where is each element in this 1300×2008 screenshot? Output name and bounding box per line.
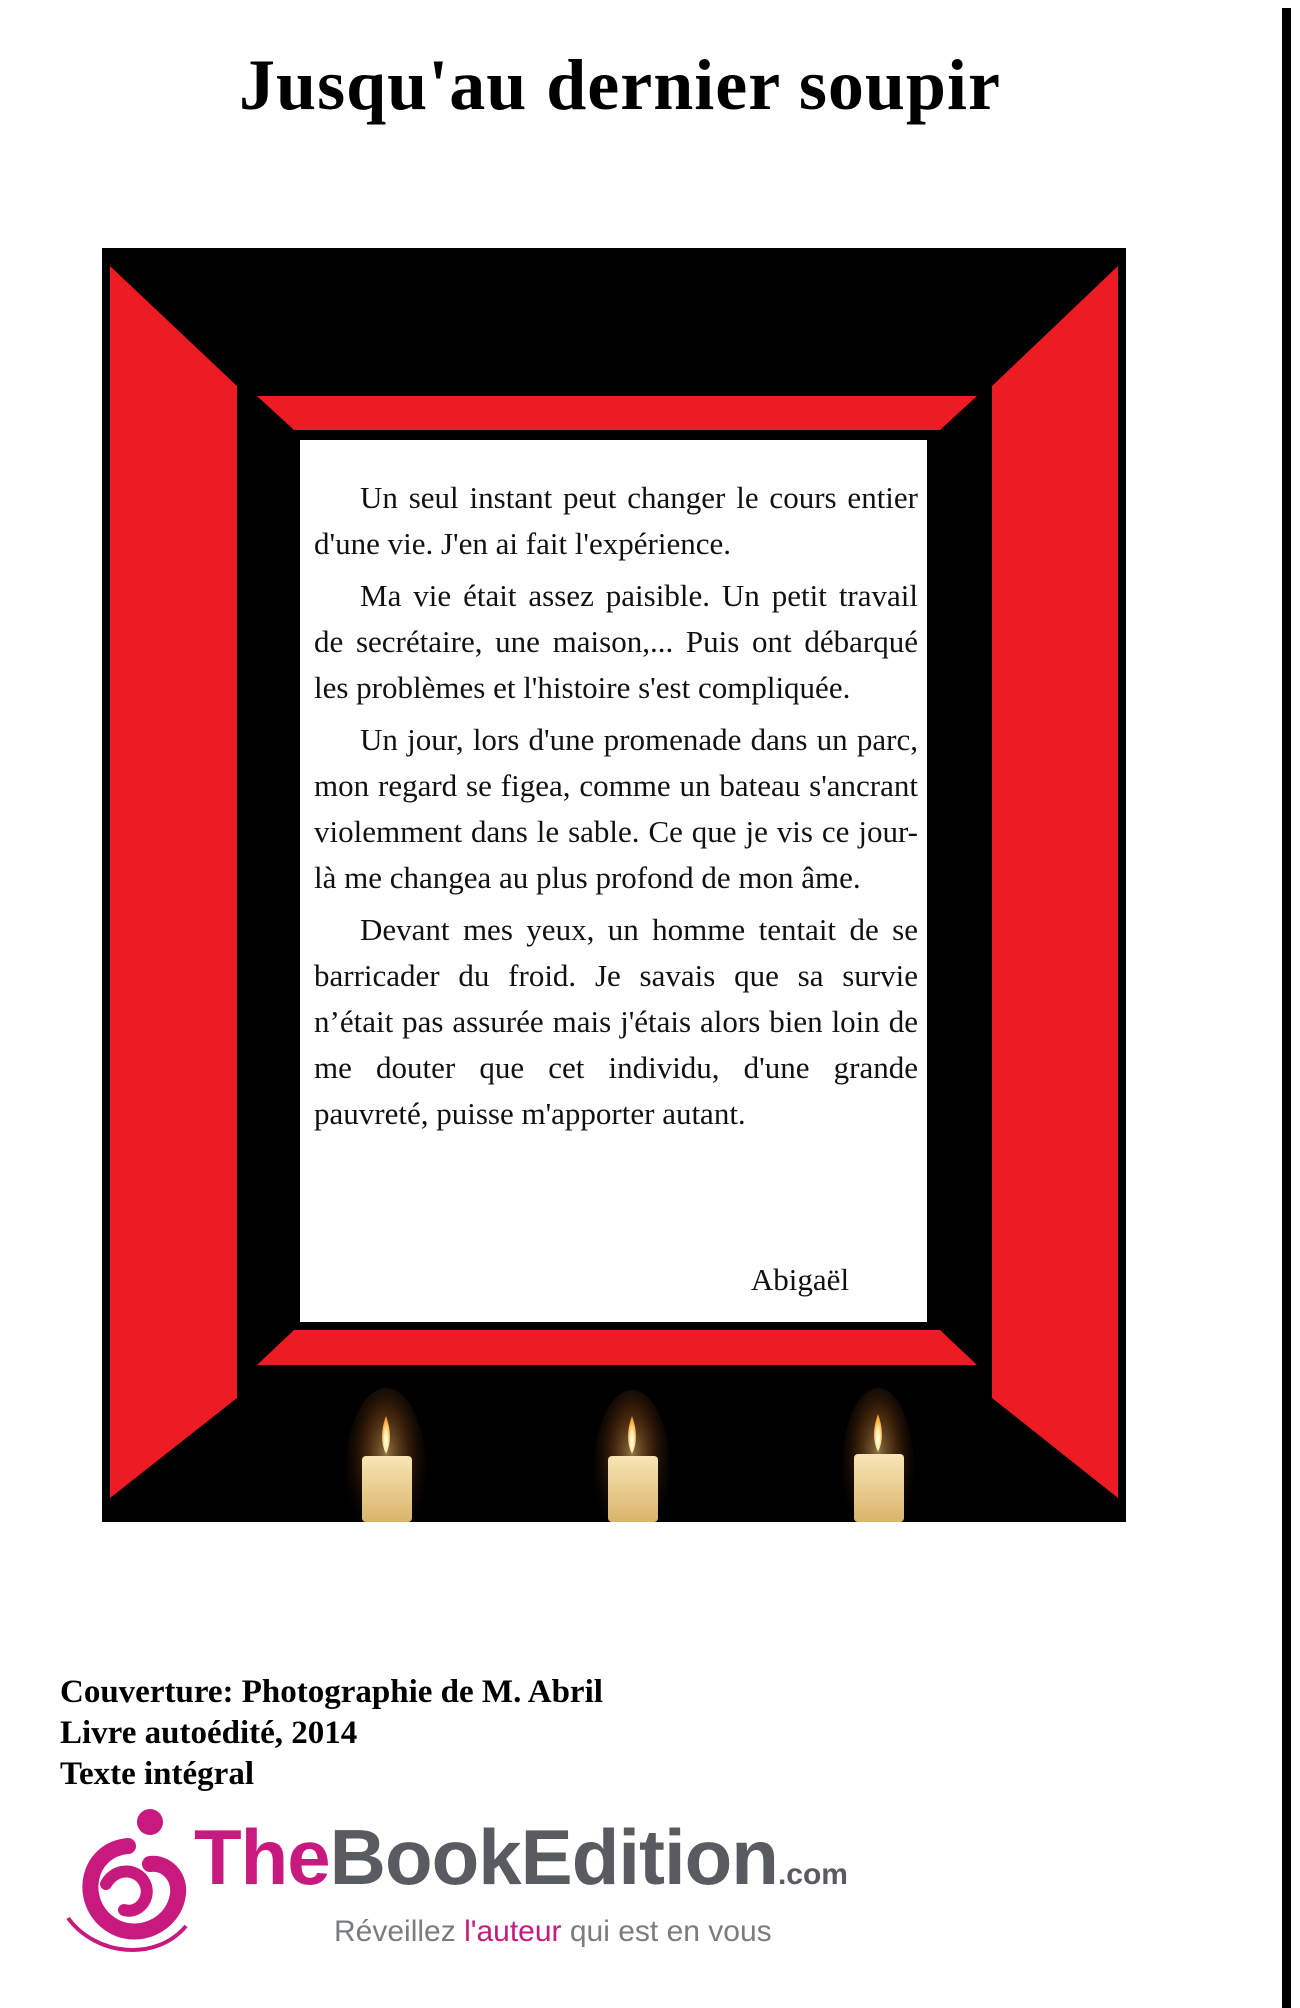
tagline-end: qui est en vous — [561, 1915, 772, 1948]
credits-block — [60, 1672, 603, 1795]
credit-text: Texte intégral — [60, 1756, 254, 1792]
tagline-start: Réveillez — [334, 1915, 465, 1948]
frame-bottom-strip — [257, 1330, 977, 1365]
wordmark-dotcom: .com — [777, 1858, 848, 1891]
excerpt-paragraph-1: Un seul instant peut changer le cours entier d'une vie. J'en ai fait l'expérience. — [314, 480, 918, 561]
tagline-accent: l'auteur — [464, 1915, 562, 1948]
publisher-wordmark — [194, 1812, 848, 1920]
credit-edition: Livre autoédité, 2014 — [60, 1715, 358, 1751]
right-edge-rule — [1282, 8, 1291, 2008]
excerpt-paragraph-3: Un jour, lors d'une promenade dans un parc, mon regard se figea, comme un bateau s'ancrant violemment dans le sable. Ce que je vis ce jour-là me changea au plus profond de mon âme. — [314, 722, 918, 895]
credit-cover: Couverture: Photographie de M. Abril — [60, 1674, 603, 1710]
frame-top-strip — [257, 396, 977, 430]
excerpt-author: Abigaël — [750, 1262, 850, 1297]
publisher-logo — [66, 1806, 866, 1956]
excerpt-paragraph-4: Devant mes yeux, un homme tentait de se barricader du froid. Je savais que sa survie n’était pas assurée mais j'étais alors bien loin de me douter que cet individu, d'une grande pauvreté, puisse m'apporter autant. — [314, 912, 918, 1131]
wordmark-book: BookEdition — [329, 1813, 778, 1901]
excerpt-paragraph-2: Ma vie était assez paisible. Un petit travail de secrétaire, une maison,... Puis ont débarqué les problèmes et l'histoire s'est compliquée. — [314, 578, 918, 705]
book-title: Jusqu'au dernier soupir — [239, 45, 1001, 125]
frame-right-panel — [992, 266, 1118, 1498]
excerpt-text — [314, 475, 918, 1143]
publisher-tagline — [334, 1914, 772, 1950]
wordmark-the: The — [194, 1813, 330, 1901]
person-swirl-icon — [66, 1806, 196, 1956]
frame-left-panel — [110, 266, 237, 1498]
